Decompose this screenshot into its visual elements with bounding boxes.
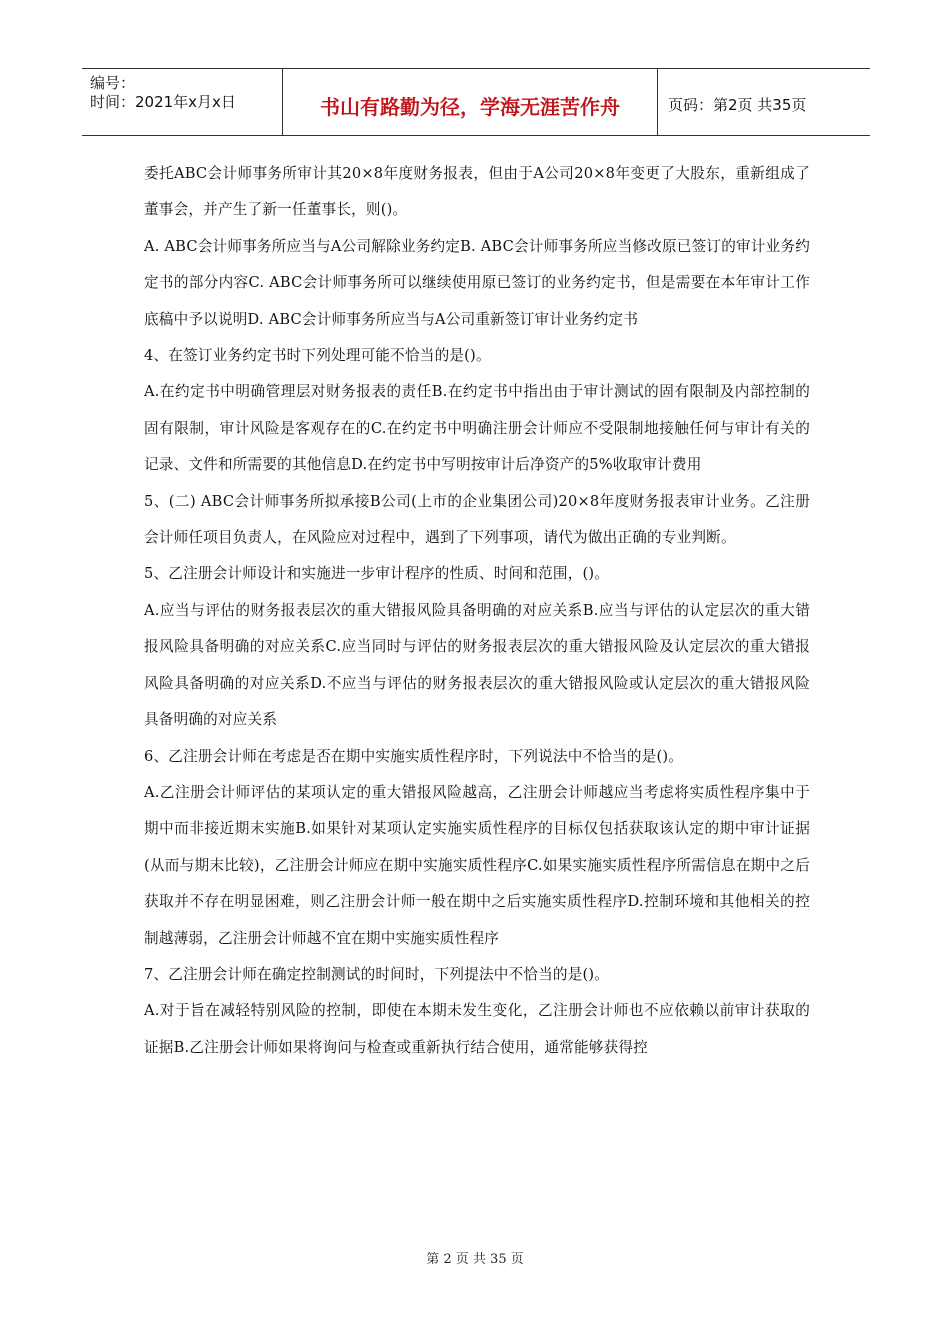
paragraph: A. ABC会计师事务所应当与A公司解除业务约定B. ABC会计师事务所应当修改原已签订的审计业务约定书的部分内容C. ABC会计师事务所可以继续使用原已签订的业务约定书，但是需要在本年审计工作底稿中予以说明D. ABC会计师事务所应当与A公司重新签订审计业务约定书 <box>144 237 810 328</box>
document-body <box>144 156 810 1066</box>
paragraph: A.应当与评估的财务报表层次的重大错报风险具备明确的对应关系B.应当与评估的认定层次的重大错报风险具备明确的对应关系C.应当同时与评估的财务报表层次的重大错报风险及认定层次的重大错报风险具备明确的对应关系D.不应当与评估的财务报表层次的重大错报风险或认定层次的重大错报风险具备明确的对应关系 <box>144 601 810 729</box>
header-right-cell <box>658 69 870 135</box>
paragraph: 4、在签订业务约定书时下列处理可能不恰当的是()。 <box>144 347 491 365</box>
paragraph: 委托ABC会计师事务所审计其20×8年度财务报表，但由于A公司20×8年变更了大股东，重新组成了董事会，并产生了新一任董事长，则()。 <box>144 165 810 219</box>
document-number-label: 编号： <box>90 74 136 92</box>
header-motto: 书山有路勤为径，学海无涯苦作舟 <box>320 95 620 119</box>
paragraph: A.在约定书中明确管理层对财务报表的责任B.在约定书中指出由于审计测试的固有限制及内部控制的固有限制，审计风险是客观存在的C.在约定书中明确注册会计师应不受限制地接触任何与审计有关的记录、文件和所需要的其他信息D.在约定书中写明按审计后净资产的5%收取审计费用 <box>144 383 810 474</box>
header-page-info: 页码：第2页 共35页 <box>668 96 807 114</box>
paragraph: 5、乙注册会计师设计和实施进一步审计程序的性质、时间和范围，()。 <box>144 565 610 583</box>
paragraph: A.对于旨在减轻特别风险的控制，即使在本期未发生变化，乙注册会计师也不应依赖以前审计获取的证据B.乙注册会计师如果将询问与检查或重新执行结合使用，通常能够获得控 <box>144 1002 810 1056</box>
header-left-cell <box>82 69 282 135</box>
paragraph: 7、乙注册会计师在确定控制测试的时间时，下列提法中不恰当的是()。 <box>144 965 610 983</box>
paragraph: A.乙注册会计师评估的某项认定的重大错报风险越高，乙注册会计师越应当考虑将实质性程序集中于期中而非接近期末实施B.如果针对某项认定实施实质性程序的目标仅包括获取该认定的期中审计证据(从而与期末比较)，乙注册会计师应在期中实施实质性程序C.如果实施实质性程序所需信息在期中之后获取并不存在明显困难，则乙注册会计师一般在期中之后实施实质性程序D.控制环境和其他相关的控制越薄弱，乙注册会计师越不宜在期中实施实质性程序 <box>144 783 810 947</box>
paragraph: 6、乙注册会计师在考虑是否在期中实施实质性程序时，下列说法中不恰当的是()。 <box>144 747 684 765</box>
document-time-label: 时间：2021年x月x日 <box>90 93 236 111</box>
header-middle-cell <box>282 69 658 135</box>
paragraph: 5、(二) ABC会计师事务所拟承接B公司(上市的企业集团公司)20×8年度财务报表审计业务。乙注册会计师任项目负责人，在风险应对过程中，遇到了下列事项，请代为做出正确的专业判断。 <box>144 492 810 547</box>
page-footer: 第 2 页 共 35 页 <box>426 1252 524 1267</box>
page-header <box>82 68 870 136</box>
